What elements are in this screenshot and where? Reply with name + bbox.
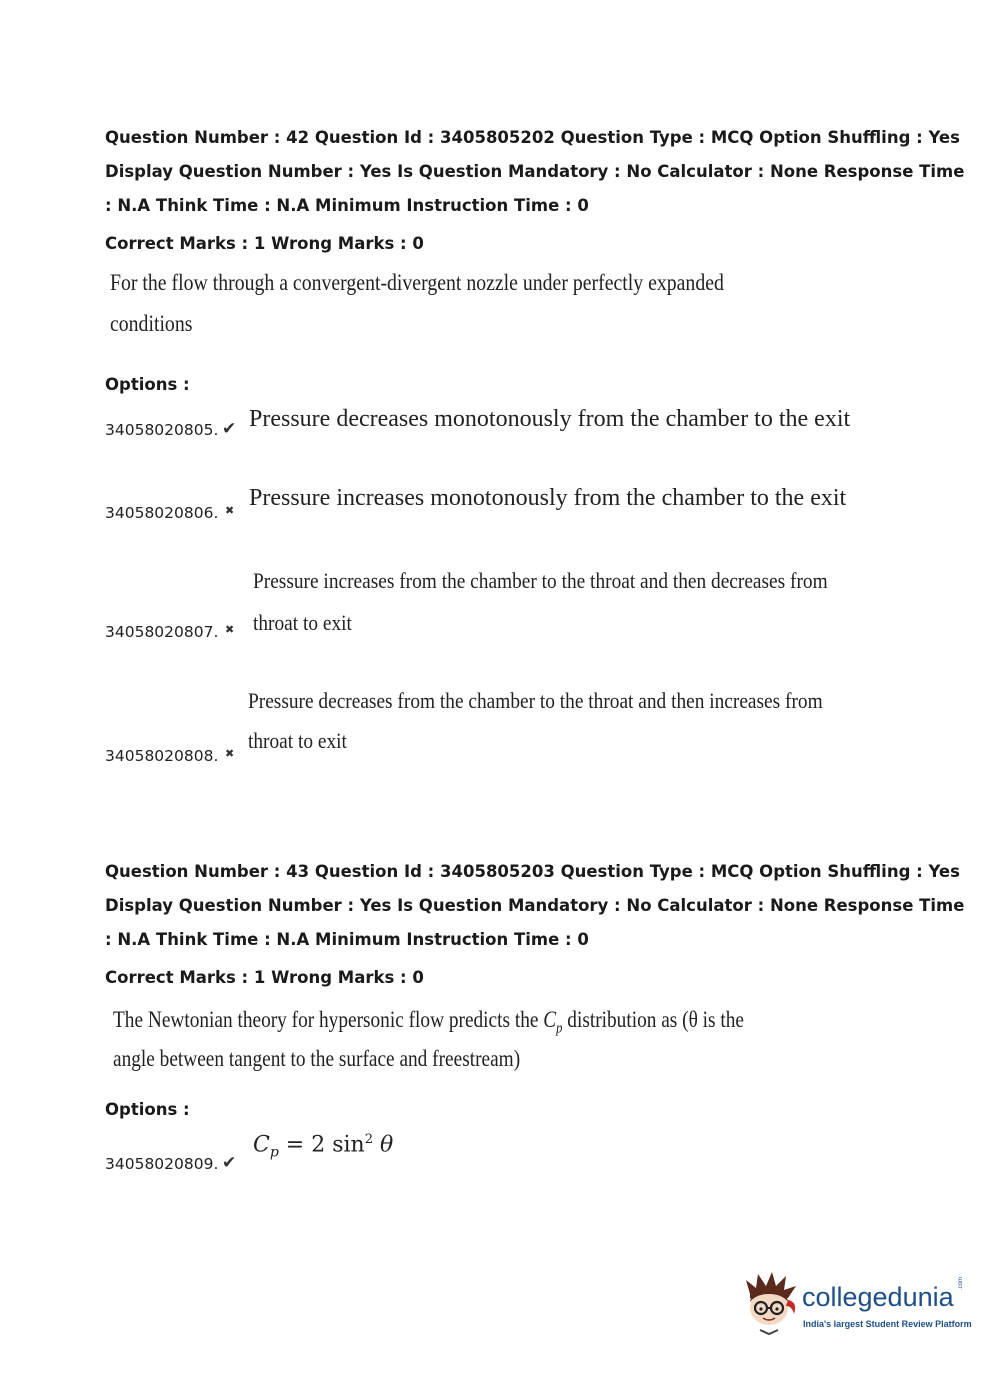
- option-text: Pressure decreases monotonously from the chamber to the exit: [249, 406, 851, 432]
- question-marks: Correct Marks : 1 Wrong Marks : 0: [105, 234, 424, 253]
- option-text: Pressure increases from the chamber to the throat and then decreases from: [253, 568, 828, 593]
- question-meta-line: Question Number : 43 Question Id : 3405805203 Question Type : MCQ Option Shuffling : Yes: [105, 862, 960, 881]
- collegedunia-logo[interactable]: [742, 1272, 970, 1342]
- option-id: 34058020806.: [105, 504, 219, 522]
- brand-tagline: India's largest Student Review Platform: [803, 1319, 972, 1329]
- options-label: Options :: [105, 1100, 190, 1119]
- option-text: throat to exit: [253, 610, 352, 635]
- question-meta-line: Display Question Number : Yes Is Question Mandatory : No Calculator : None Response Time: [105, 896, 965, 915]
- option-id: 34058020805.: [105, 421, 219, 439]
- question-meta-line: Display Question Number : Yes Is Question Mandatory : No Calculator : None Response Time: [105, 162, 965, 181]
- wrong-cross-icon: ✖: [225, 504, 235, 517]
- question-meta-line: Question Number : 42 Question Id : 3405805202 Question Type : MCQ Option Shuffling : Yes: [105, 128, 960, 147]
- cp-variable: C: [543, 1007, 557, 1032]
- brand-name: collegedunia: [802, 1282, 954, 1312]
- correct-check-icon: ✔: [222, 1153, 237, 1173]
- wrong-cross-icon: ✖: [225, 747, 235, 760]
- options-label: Options :: [105, 375, 190, 394]
- option-text: throat to exit: [248, 728, 347, 753]
- option-text: Pressure decreases from the chamber to the throat and then increases from: [248, 688, 823, 713]
- brand-suffix: .com: [958, 1276, 964, 1290]
- correct-check-icon: ✔: [222, 419, 237, 439]
- question-stem-line: conditions: [110, 311, 193, 336]
- mascot-icon: [742, 1272, 802, 1342]
- question-stem-line: The Newtonian theory for hypersonic flow predicts the $C_p$ distribution as (θ is the: [113, 1007, 744, 1037]
- wrong-cross-icon: ✖: [225, 623, 235, 636]
- option-formula: $C_p = 2$ $\sin^2 \theta$: [253, 1132, 394, 1161]
- question-meta-line: : N.A Think Time : N.A Minimum Instruction Time : 0: [105, 930, 589, 949]
- option-id: 34058020809.: [105, 1155, 219, 1173]
- question-marks: Correct Marks : 1 Wrong Marks : 0: [105, 968, 424, 987]
- option-id: 34058020807.: [105, 623, 219, 641]
- question-meta-line: : N.A Think Time : N.A Minimum Instruction Time : 0: [105, 196, 589, 215]
- question-stem-line: For the flow through a convergent-divergent nozzle under perfectly expanded: [110, 270, 724, 295]
- question-stem-line: angle between tangent to the surface and freestream): [113, 1046, 521, 1071]
- option-text: Pressure increases monotonously from the chamber to the exit: [249, 485, 847, 511]
- option-id: 34058020808.: [105, 747, 219, 765]
